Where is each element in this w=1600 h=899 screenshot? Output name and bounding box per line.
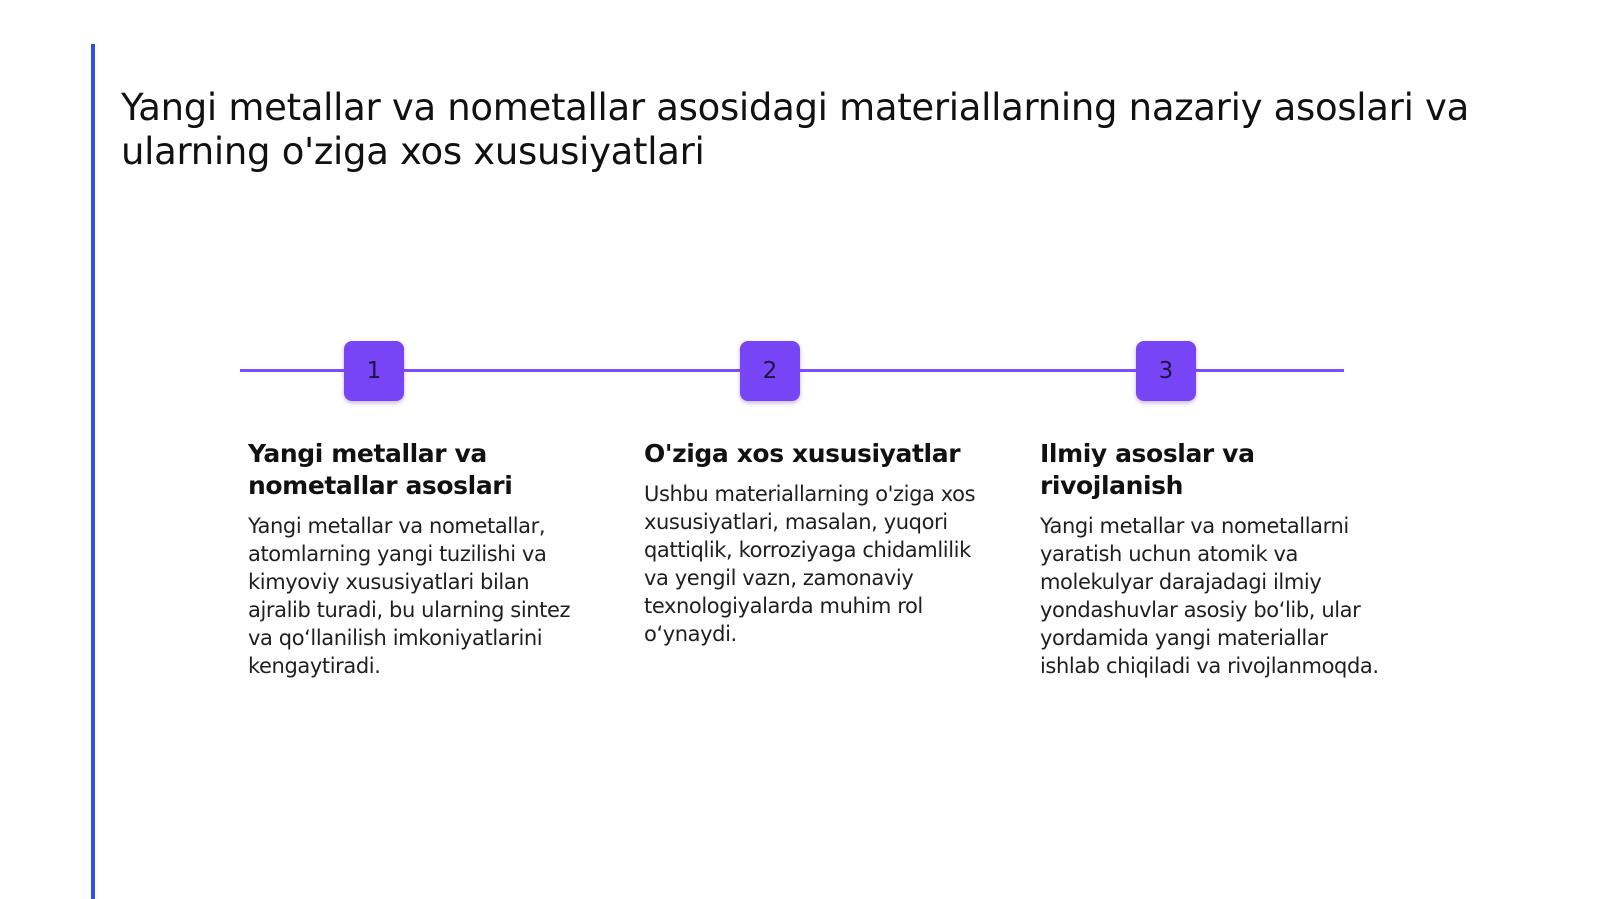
- step-card-3: [1040, 438, 1380, 680]
- step-description: Yangi metallar va nometallarni yaratish uchun atomik va molekulyar darajadagi ilmiy yondashuvlar asosiy bo‘lib, ular yordamida yangi materiallar ishlab chiqiladi va rivojlanmoqda.: [1040, 514, 1379, 678]
- slide-title: Yangi metallar va nometallar asosidagi materiallarning nazariy asoslari va ularning o'ziga xos xususiyatlari: [121, 86, 1469, 173]
- step-card-1: [248, 438, 588, 680]
- step-marker-3: 3: [1136, 341, 1196, 401]
- step-description: Yangi metallar va nometallar, atomlarning yangi tuzilishi va kimyoviy xususiyatlari bilan ajralib turadi, bu ularning sintez va qo‘llanilish imkoniyatlarini kengaytiradi.: [248, 514, 571, 678]
- step-marker-1: 1: [344, 341, 404, 401]
- step-marker-2: 2: [740, 341, 800, 401]
- step-heading: Yangi metallar va nometallar asoslari: [248, 439, 513, 500]
- step-card-2: [644, 438, 984, 648]
- step-heading: O'ziga xos xususiyatlar: [644, 439, 961, 468]
- step-heading: Ilmiy asoslar va rivojlanish: [1040, 439, 1255, 500]
- step-description: Ushbu materiallarning o'ziga xos xususiyatlari, masalan, yuqori qattiqlik, korroziyaga chidamlilik va yengil vazn, zamonaviy texnologiyalarda muhim rol o‘ynaydi.: [644, 482, 976, 646]
- accent-bar: [91, 44, 95, 899]
